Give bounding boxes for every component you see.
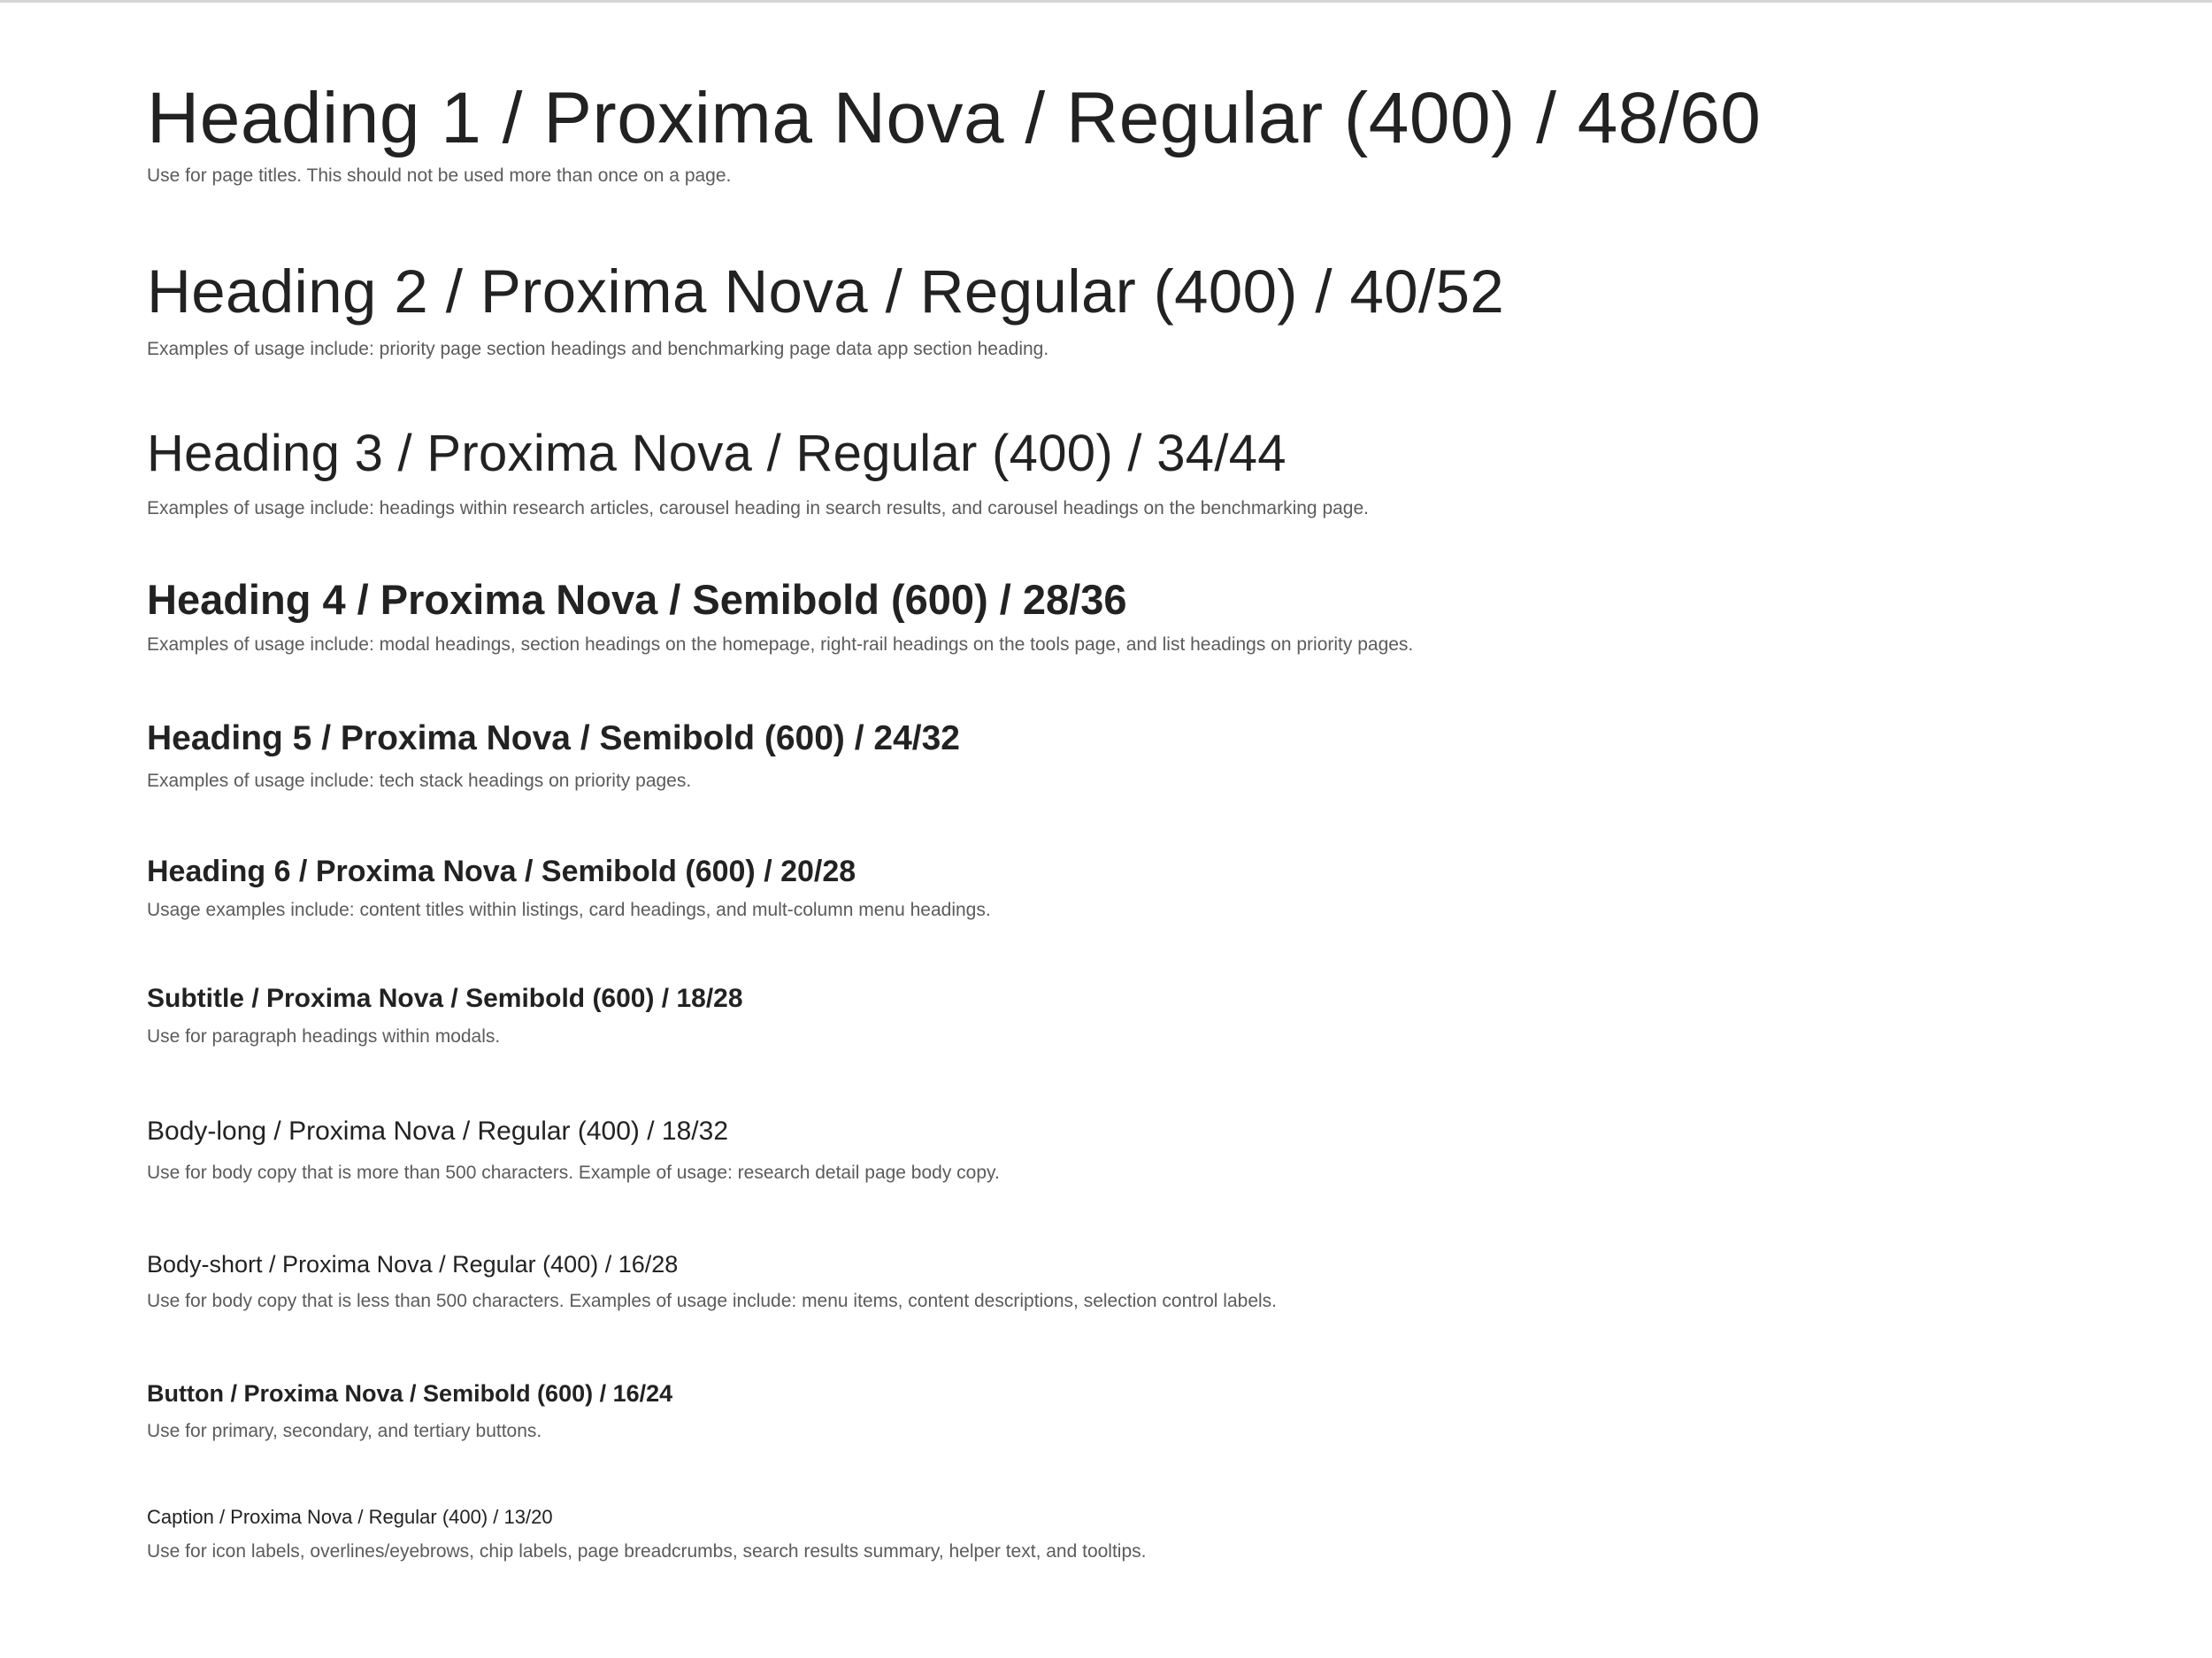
type-spec-heading-3 xyxy=(147,423,1369,520)
heading-5-sample: Heading 5 / Proxima Nova / Semibold (600) / 24/32 xyxy=(147,719,960,757)
top-divider xyxy=(0,0,2212,3)
caption-sample: Caption / Proxima Nova / Regular (400) / 13/20 xyxy=(147,1506,553,1528)
heading-2-sample: Heading 2 / Proxima Nova / Regular (400) / 40/52 xyxy=(147,257,1505,326)
button-style-usage: Use for primary, secondary, and tertiary buttons. xyxy=(147,1421,542,1441)
type-spec-body-long xyxy=(147,1115,1000,1185)
heading-4-usage: Examples of usage include: modal headings, section headings on the homepage, right-rail headings on the tools page, and list headings on priority pages. xyxy=(147,634,1414,655)
subtitle-usage: Use for paragraph headings within modals. xyxy=(147,1026,501,1047)
type-spec-heading-2 xyxy=(147,256,1504,361)
heading-1-sample: Heading 1 / Proxima Nova / Regular (400) / 48/60 xyxy=(147,78,1762,158)
body-short-usage: Use for body copy that is less than 500 characters. Examples of usage include: menu items, content descriptions, selection control labels. xyxy=(147,1291,1278,1311)
heading-4-sample: Heading 4 / Proxima Nova / Semibold (600) / 28/36 xyxy=(147,576,1127,623)
caption-usage: Use for icon labels, overlines/eyebrows, chip labels, page breadcrumbs, search results summary, helper text, and tooltips. xyxy=(147,1541,1147,1562)
heading-2-usage: Examples of usage include: priority page section headings and benchmarking page data app section heading. xyxy=(147,339,1049,359)
heading-5-usage: Examples of usage include: tech stack headings on priority pages. xyxy=(147,771,692,791)
type-spec-caption xyxy=(147,1505,1146,1563)
button-style-sample: Button / Proxima Nova / Semibold (600) / 16/24 xyxy=(147,1380,673,1407)
type-spec-subtitle xyxy=(147,982,743,1048)
heading-1-usage: Use for page titles. This should not be used more than once on a page. xyxy=(147,165,732,186)
type-spec-body-short xyxy=(147,1249,1277,1313)
heading-3-sample: Heading 3 / Proxima Nova / Regular (400) / 34/44 xyxy=(147,425,1286,482)
subtitle-sample: Subtitle / Proxima Nova / Semibold (600) / 18/28 xyxy=(147,984,743,1013)
body-short-sample: Body-short / Proxima Nova / Regular (400) / 16/28 xyxy=(147,1251,679,1278)
heading-6-usage: Usage examples include: content titles within listings, card headings, and mult-column menu headings. xyxy=(147,900,991,920)
body-long-sample: Body-long / Proxima Nova / Regular (400) / 18/32 xyxy=(147,1117,728,1146)
type-spec-button xyxy=(147,1378,672,1443)
heading-6-sample: Heading 6 / Proxima Nova / Semibold (600) / 20/28 xyxy=(147,855,856,888)
type-spec-heading-5 xyxy=(147,718,960,793)
type-spec-heading-6 xyxy=(147,853,991,922)
type-spec-heading-4 xyxy=(147,575,1413,656)
heading-3-usage: Examples of usage include: headings within research articles, carousel heading in search results, and carousel headings on the benchmarking page. xyxy=(147,498,1369,518)
type-spec-heading-1 xyxy=(147,76,1761,188)
body-long-usage: Use for body copy that is more than 500 characters. Example of usage: research detail page body copy. xyxy=(147,1163,1000,1183)
